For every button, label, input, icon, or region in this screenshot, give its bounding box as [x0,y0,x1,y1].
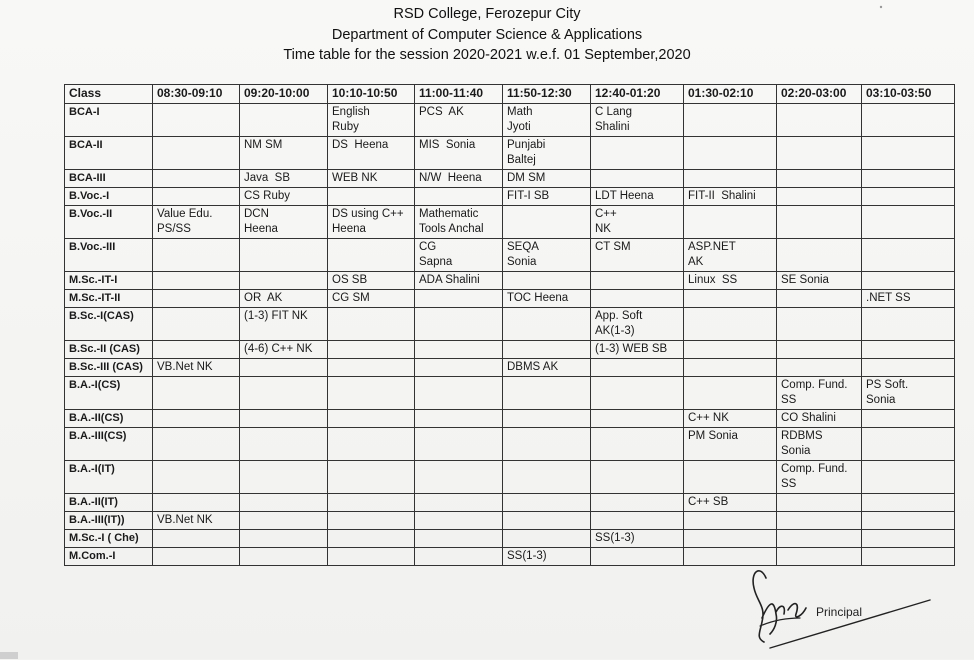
period-cell [684,461,777,494]
period-cell [591,512,684,530]
period-cell [862,530,955,548]
class-name-cell: B.Voc.-II [65,206,153,239]
period-cell [153,104,240,137]
period-cell [153,494,240,512]
period-cell [328,428,415,461]
period-cell: RDBMS Sonia [777,428,862,461]
timetable-header-row [65,85,955,104]
period-cell [777,359,862,377]
period-cell [862,410,955,428]
timetable-title: Time table for the session 2020-2021 w.e.f. 01 September,2020 [283,47,691,63]
class-name-cell: B.Sc.-I(CAS) [65,308,153,341]
period-cell [503,272,591,290]
period-cell: DBMS AK [503,359,591,377]
period-cell: PM Sonia [684,428,777,461]
period-cell [153,188,240,206]
period-cell [684,104,777,137]
period-cell: SEQA Sonia [503,239,591,272]
period-cell [328,530,415,548]
class-name-cell: B.Voc.-I [65,188,153,206]
period-cell [862,170,955,188]
period-cell: MIS Sonia [415,137,503,170]
period-cell [415,188,503,206]
period-cell [240,494,328,512]
column-header-period: 10:10-10:50 [328,85,415,104]
period-cell [240,428,328,461]
period-cell: DS Heena [328,137,415,170]
period-cell [862,461,955,494]
period-cell: (1-3) WEB SB [591,341,684,359]
period-cell: Java SB [240,170,328,188]
period-cell: Comp. Fund. SS [777,377,862,410]
timetable-row [65,137,955,170]
period-cell [153,137,240,170]
period-cell: FIT-II Shalini [684,188,777,206]
period-cell [591,428,684,461]
period-cell [328,239,415,272]
period-cell: Math Jyoti [503,104,591,137]
timetable-row [65,530,955,548]
class-name-cell: BCA-III [65,170,153,188]
period-cell [415,410,503,428]
period-cell: Mathematic Tools Anchal [415,206,503,239]
period-cell [153,341,240,359]
period-cell: (4-6) C++ NK [240,341,328,359]
period-cell: CO Shalini [777,410,862,428]
timetable-row [65,104,955,137]
period-cell [328,359,415,377]
period-cell: CG Sapna [415,239,503,272]
column-header-period: 08:30-09:10 [153,85,240,104]
period-cell: C Lang Shalini [591,104,684,137]
period-cell: .NET SS [862,290,955,308]
period-cell [591,170,684,188]
period-cell [777,206,862,239]
period-cell: Linux SS [684,272,777,290]
period-cell [240,461,328,494]
period-cell [328,410,415,428]
period-cell [153,308,240,341]
period-cell [862,428,955,461]
period-cell [328,341,415,359]
period-cell [777,530,862,548]
period-cell: SS(1-3) [591,530,684,548]
class-name-cell: B.A.-III(CS) [65,428,153,461]
period-cell [415,530,503,548]
class-name-cell: B.Sc.-III (CAS) [65,359,153,377]
period-cell: ASP.NET AK [684,239,777,272]
period-cell [415,494,503,512]
timetable-row [65,428,955,461]
column-header-period: 03:10-03:50 [862,85,955,104]
class-name-cell: BCA-II [65,137,153,170]
timetable-row [65,206,955,239]
period-cell [153,272,240,290]
principal-label: Principal [816,605,863,619]
class-name-cell: B.Voc.-III [65,239,153,272]
class-name-cell: M.Sc.-IT-I [65,272,153,290]
period-cell [240,272,328,290]
period-cell [777,137,862,170]
period-cell [328,188,415,206]
period-cell [153,530,240,548]
period-cell [684,170,777,188]
period-cell: TOC Heena [503,290,591,308]
period-cell [503,530,591,548]
period-cell [591,359,684,377]
period-cell [777,308,862,341]
period-cell [591,272,684,290]
period-cell: ADA Shalini [415,272,503,290]
period-cell [862,308,955,341]
timetable-row [65,290,955,308]
period-cell [415,512,503,530]
period-cell: English Ruby [328,104,415,137]
period-cell [503,206,591,239]
period-cell [328,494,415,512]
column-header-period: 09:20-10:00 [240,85,328,104]
period-cell [591,494,684,512]
college-name: RSD College, Ferozepur City [393,6,581,22]
period-cell [684,341,777,359]
period-cell [591,410,684,428]
period-cell [415,461,503,494]
period-cell [684,530,777,548]
period-cell: App. Soft AK(1-3) [591,308,684,341]
period-cell [328,308,415,341]
period-cell [684,512,777,530]
period-cell [777,104,862,137]
class-name-cell: B.A.-II(IT) [65,494,153,512]
period-cell [684,137,777,170]
period-cell [240,239,328,272]
period-cell: LDT Heena [591,188,684,206]
period-cell [503,341,591,359]
period-cell: DCN Heena [240,206,328,239]
period-cell: DM SM [503,170,591,188]
department-name: Department of Computer Science & Applications [331,26,643,43]
period-cell: OS SB [328,272,415,290]
period-cell: VB.Net NK [153,512,240,530]
timetable-row [65,359,955,377]
class-name-cell: M.Com.-I [65,548,153,566]
period-cell: CT SM [591,239,684,272]
period-cell [153,377,240,410]
period-cell [503,428,591,461]
period-cell: PS Soft. Sonia [862,377,955,410]
period-cell [153,239,240,272]
class-name-cell: BCA-I [65,104,153,137]
column-header-period: 02:20-03:00 [777,85,862,104]
timetable-row [65,272,955,290]
period-cell [328,512,415,530]
timetable-row [65,308,955,341]
period-cell: Punjabi Baltej [503,137,591,170]
period-cell: NM SM [240,137,328,170]
period-cell [862,512,955,530]
period-cell: Value Edu. PS/SS [153,206,240,239]
period-cell: C++ NK [684,410,777,428]
period-cell: VB.Net NK [153,359,240,377]
period-cell [415,290,503,308]
period-cell [503,461,591,494]
period-cell: FIT-I SB [503,188,591,206]
period-cell [862,104,955,137]
period-cell [684,206,777,239]
column-header-period: 12:40-01:20 [591,85,684,104]
period-cell: SS(1-3) [503,548,591,566]
class-name-cell: M.Sc.-I ( Che) [65,530,153,548]
period-cell: DS using C++ Heena [328,206,415,239]
period-cell [415,377,503,410]
class-name-cell: B.A.-I(IT) [65,461,153,494]
period-cell [503,494,591,512]
period-cell [684,290,777,308]
timetable-row [65,170,955,188]
timetable-row [65,410,955,428]
column-header-period: 11:50-12:30 [503,85,591,104]
period-cell [862,359,955,377]
period-cell [415,341,503,359]
period-cell: PCS AK [415,104,503,137]
period-cell [777,290,862,308]
period-cell [503,410,591,428]
page-edge [0,652,18,659]
period-cell [862,239,955,272]
period-cell [862,341,955,359]
period-cell [415,359,503,377]
timetable-row [65,239,955,272]
period-cell: CG SM [328,290,415,308]
period-cell [328,461,415,494]
timetable [64,84,955,566]
period-cell [862,188,955,206]
class-name-cell: B.A.-II(CS) [65,410,153,428]
period-cell [240,512,328,530]
period-cell [591,548,684,566]
period-cell [153,548,240,566]
period-cell: Comp. Fund. SS [777,461,862,494]
period-cell [153,290,240,308]
period-cell [328,548,415,566]
period-cell [591,137,684,170]
period-cell [240,530,328,548]
period-cell [684,308,777,341]
period-cell [153,461,240,494]
period-cell [777,341,862,359]
period-cell [153,170,240,188]
period-cell: WEB NK [328,170,415,188]
period-cell: (1-3) FIT NK [240,308,328,341]
period-cell [240,377,328,410]
period-cell [777,170,862,188]
period-cell [591,377,684,410]
corner-mark-icon [878,4,884,10]
period-cell [415,548,503,566]
timetable-row [65,188,955,206]
period-cell [777,512,862,530]
period-cell [328,377,415,410]
period-cell [240,548,328,566]
period-cell [240,359,328,377]
timetable-row [65,377,955,410]
column-header-period: 01:30-02:10 [684,85,777,104]
period-cell [591,461,684,494]
timetable-row [65,494,955,512]
period-cell [415,308,503,341]
class-name-cell: B.Sc.-II (CAS) [65,341,153,359]
period-cell [240,104,328,137]
period-cell [862,494,955,512]
period-cell [503,377,591,410]
column-header-class: Class [65,85,153,104]
period-cell [415,428,503,461]
timetable-row [65,461,955,494]
period-cell: SE Sonia [777,272,862,290]
period-cell: C++ SB [684,494,777,512]
period-cell [240,410,328,428]
period-cell [503,512,591,530]
class-name-cell: B.A.-I(CS) [65,377,153,410]
period-cell: C++ NK [591,206,684,239]
timetable-row [65,512,955,530]
period-cell: CS Ruby [240,188,328,206]
period-cell [684,359,777,377]
class-name-cell: M.Sc.-IT-II [65,290,153,308]
timetable-row [65,341,955,359]
period-cell: OR AK [240,290,328,308]
period-cell [591,290,684,308]
period-cell [684,377,777,410]
period-cell [153,410,240,428]
document-header [0,4,974,66]
period-cell [862,206,955,239]
period-cell [777,239,862,272]
class-name-cell: B.A.-III(IT)) [65,512,153,530]
period-cell [503,308,591,341]
period-cell [153,428,240,461]
period-cell: N/W Heena [415,170,503,188]
period-cell [862,137,955,170]
period-cell [777,494,862,512]
column-header-period: 11:00-11:40 [415,85,503,104]
period-cell [862,272,955,290]
period-cell [777,188,862,206]
